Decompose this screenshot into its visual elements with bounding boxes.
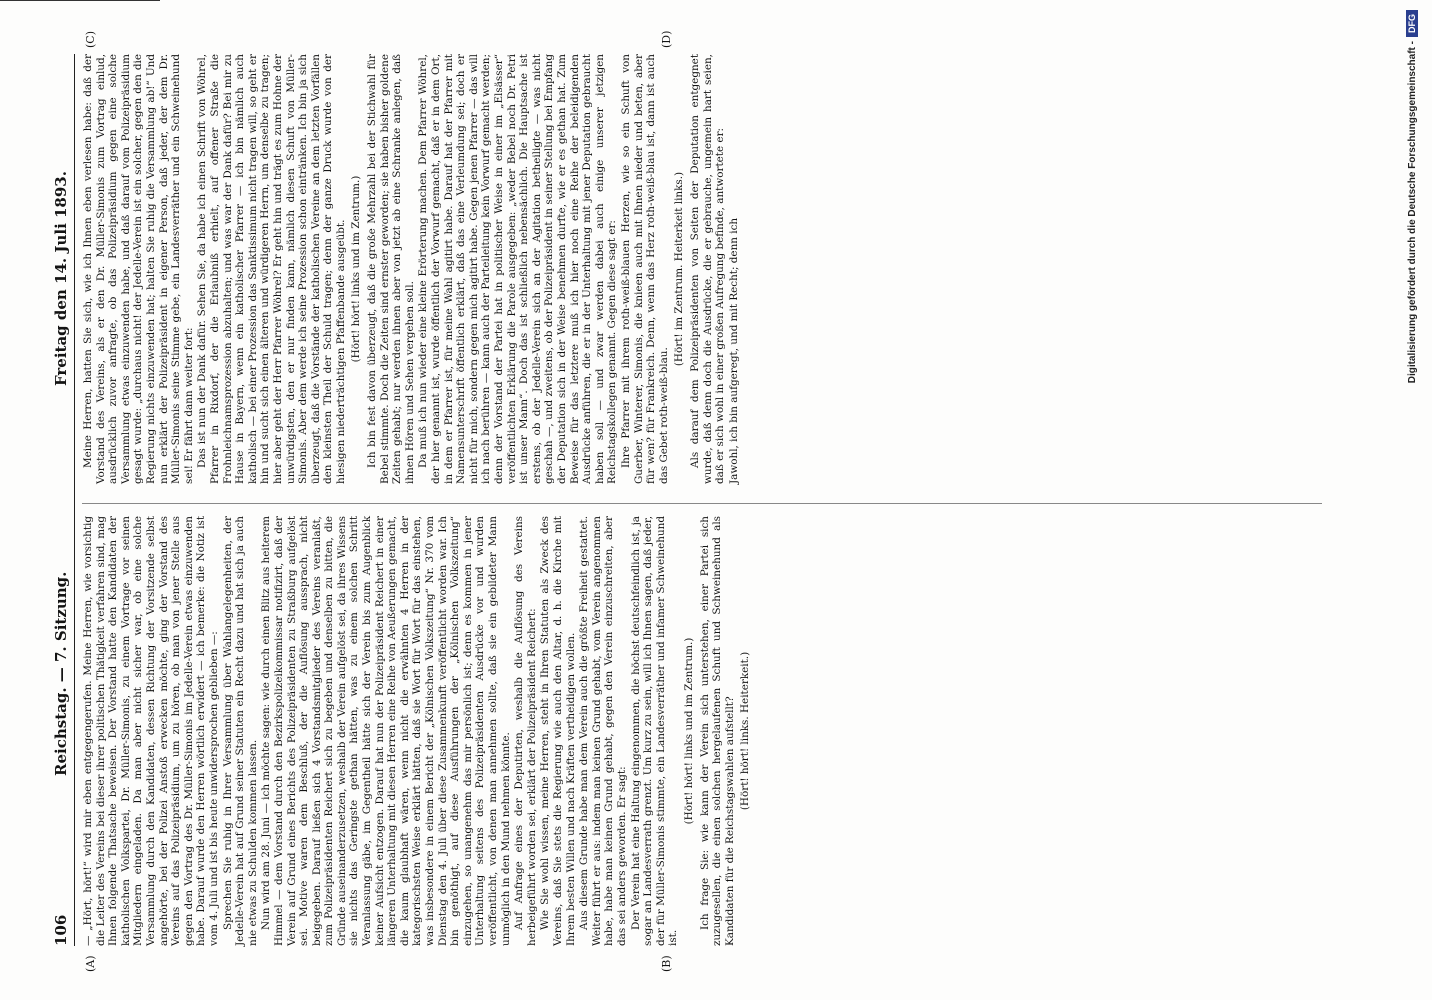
margin-mark-d: (D): [660, 30, 673, 48]
paragraph: Ihre Pfarrer mit ihrem roth-weiß-blauen Herzen, wie so ein Schuft von Guerber, Winterer, Simonis, die knieen auch mit Ihnen nieder und beten, aber für wen? für Frankreich. Denn, wenn das Herz roth-weiß-blau ist, dann ist auch das Gebet roth-weiß-blau.: [619, 54, 670, 484]
paragraph: Als darauf dem Polizeipräsidenten von Seiten der Deputation entgegnet wurde, daß denn doch die Ausdrücke, die er gebrauche, ungemein hart seien, daß er sich wohl in einer großen Aufregung befinde, antwortete er:: [688, 54, 727, 484]
paragraph: — „Hört, hört!“ wird mir eben entgegengerufen. Meine Herren, wie vorsichtig die Leiter des Vereins bei dieser ihrer politischen Thätigkeit verfahren sind, mag Ihnen folgende Thatsache beweisen. Der Vorstand hatte den Kandidaten der katholischen Volkspartei, Dr. Müller-Simonis, zu einem Vortrage vor seinen Mitgliedern eingeladen. Da man aber nicht sicher war, ob eine solche Versammlung durch den Kandidaten, dessen Richtung der Vorsitzende selbst angehörte, bei der Polizei Anstoß erwecken möchte, ging der Vorstand des Vereins auf das Polizeipräsidium, um zu hören, ob man von jener Stelle aus gegen den Vortrag des Dr. Müller-Simonis im Jedelle-Verein etwas einzuwenden habe. Darauf wurde den Herren wörtlich erwidert — ich bemerke: die Notiz ist vom 4. Juli und ist bis heute unwidersprochen geblieben —:: [82, 516, 220, 946]
header-rule: [74, 54, 75, 946]
paragraph: Der Verein hat eine Haltung eingenommen, die höchst deutschfeindlich ist, ja sogar an Landesverrath grenzt. Um kurz zu sein, will ich Ihnen sagen, daß jeder, der für Müller-Simonis stimmte, ein Landesverräther und infamer Schweinehund ist.: [629, 516, 680, 946]
paragraph: Nun wird am 28. Juni — ich möchte sagen: wie durch einen Blitz aus heiterem Himmel — dem Vorstand durch den Bezirkspolizeikommissar notifizirt, daß der Verein auf Grund eines Berichts des Polizeipräsidenten zu Straßburg aufgelöst sei. Motive waren dem Beschluß, der die Auflösung aussprach, nicht beigegeben. Darauf ließen sich 4 Vorstandsmitglieder des Vereins veranlaßt, zum Polizeipräsidenten Reichert sich zu begeben und denselben zu bitten, die Gründe auseinanderzusetzen, weshalb der Verein aufgelöst sei, da ihres Wissens sie nichts das Geringste gethan hätten, was zu einem solchen Schritt Veranlassung gäbe, im Gegentheil hätte sich der Verein bis zum Augenblick keiner Aufsicht entzogen. Darauf hat nun der Polizeipräsident Reichert in einer längeren Unterhaltung mit diesen Herren eine Reihe von Aeußerungen gemacht, die kaum glaubhaft wären, wenn nicht die erwähnten 4 Herren in der kategorischsten Weise erklärt hätten, daß sie Wort für Wort für das einstehen, was insbesondere in einem Bericht der „Kölnischen Volkszeitung“ Nr. 370 vom Dienstag den 4. Juli über diese Zusammenkunft veröffentlicht worden war. Ich bin genöthigt, auf diese Ausführungen der „Kölnischen Volkszeitung“ einzugehen, so unangenehm das mir persönlich ist; denn es kommen in jener Unterhaltung seitens des Polizeipräsidenten Ausdrücke vor und wurden veröffentlicht, von denen man annehmen sollte, daß sie ein gebildeter Mann unmöglich in den Mund nehmen könnte.: [260, 516, 512, 946]
interjection: (Hört! hört! links und im Zentrum.): [350, 175, 363, 363]
margin-mark-a: (A): [84, 955, 97, 972]
margin-mark-c: (C): [84, 31, 97, 48]
interjection: (Hört! hört! links und im Zentrum.): [682, 637, 695, 825]
paragraph: Meine Herren, hatten Sie sich, wie ich Ihnen eben verlesen habe: daß der Vorstand des Vereins, als er den Dr. Müller-Simonis zum Vortrag einlud, ausdrücklich zuvor anfragte, ob das Polizeipräsidium gegen eine solche Versammlung etwas einzuwenden habe, und daß darauf vom Polizeipräsidium gesagt wurde: „durchaus nicht! der Jedelle-Verein ist ein solcher, gegen den die Regierung nichts einzuwenden hat; halten Sie ruhig die Versammlung ab!“ Und nun erklärt der Polizeipräsident in eigener Person, daß jeder, der dem Dr. Müller-Simonis seine Stimme gebe, ein Landesverräther und ein Schweinehund sei! Er fährt dann weiter fort:: [82, 54, 195, 484]
session-date: Freitag den 14. Juli 1893.: [52, 171, 70, 386]
paragraph: Wie Sie wohl wissen, meine Herren, steht in Ihren Statuten als Zweck des Vereins, daß Sie stets die Regierung wie auch den Altar, d. h. die Kirche mit Ihrem besten Willen und nach Kräften vertheidigen wollen.: [539, 516, 577, 946]
paragraph: Sprechen Sie ruhig in Ihrer Versammlung über Wahlangelegenheiten, der Jedelle-Verein hat auf Grund seiner Statuten ein Recht dazu und hat sich ja auch nie etwas zu Schulden kommen lassen.: [221, 516, 259, 946]
margin-mark-b: (B): [660, 955, 673, 972]
right-column: [82, 54, 1402, 484]
page-number: 106: [52, 914, 70, 946]
paragraph: Aus diesem Grunde habe man dem Verein auch die größte Freiheit gestattet. Weiter führt er aus: indem man keinen Grund gehabt, vom Verein angenommen habe, habe man keinen Grund gehabt, gegen den Verein einzuschreiten, aber das sei anders geworden. Er sagt:: [578, 516, 628, 946]
credit-text: Digitalisierung gefördert durch die Deutsche Forschungsgemeinschaft -: [1407, 41, 1418, 384]
paragraph: Ich bin fest davon überzeugt, daß die große Mehrzahl bei der Stichwahl für Bebel stimmte. Doch die Zeiten sind ernster geworden; sie haben bisher goldene Zeiten gehabt; nur werden ihnen aber von jetzt ab eine Schranke anlegen, daß ihnen Hören und Sehen vergehen soll.: [366, 54, 416, 484]
left-column: [82, 516, 1322, 946]
paragraph: Jawohl, ich bin aufgeregt, und mit Recht; denn ich: [727, 217, 740, 484]
session-title: Reichstag. — 7. Sitzung.: [52, 571, 70, 776]
column-separator: [82, 503, 1322, 504]
paragraph: Ich frage Sie: wie kann der Verein sich unterstehen, einer Partei sich zuzugesellen, die einen solchen hergelaufenen Schuft und Schweinehund als Kandidaten für die Reichstagswahlen aufstellt?: [698, 516, 736, 946]
interjection: (Hört! hört! links. Heiterkeit.): [739, 651, 752, 811]
page-header: [52, 54, 74, 946]
paragraph: Da muß ich nun wieder eine kleine Erörterung machen. Dem Pfarrer Wöhrel, der hier genannt ist, wurde öffentlich der Vorwurf gemacht, daß er in dem Ort, in dem er Pfarrer ist, für meine Wahl agitirt habe. Darauf hat der Pfarrer mit Namensunterschrift öffentlich erklärt, daß das eine Verleumdung sei; doch er nicht für mich, sondern gegen mich agitirt habe. Gegen jenen Pfarrer — das will ich nach berühren — kann auch der Parteileitung kein Vorwurf gemacht werden; denn der Vorstand der Partei hat in politischer Weise in einer im „Elsässer“ veröffentlichten Erklärung die Parole ausgegeben: „weder Bebel noch Dr. Petri ist unser Mann“. Doch das ist schließlich nebensächlich. Die Hauptsache ist erstens, ob der Jedelle-Verein sich an der Agitation betheiligte — was nicht geschah —, und zweitens, ob der Polizeipräsident in seiner Stellung bei Empfang der Deputation sich in der Weise benehmen durfte, wie er es gethan hat. Zum Beweise für das letztere muß ich hier noch eine Reihe der beleidigenden Ausdrücke anführen, die er in der Unterhaltung mit jener Deputation gebraucht haben soll — und zwar werden dabei auch einige unserer jetzigen Reichstagskollegen genannt. Gegen diese sagt er:: [417, 54, 619, 484]
digitization-credit: [1406, 10, 1426, 990]
paragraph: Auf Anfrage eines der Deputirten, weshalb die Auflösung des Vereins herbeigeführt worden sei, erklärt der Polizeipräsident Reichert:: [513, 516, 538, 946]
interjection: (Hört! im Zentrum. Heiterkeit links.): [673, 171, 686, 367]
dfg-logo: DFG: [1406, 10, 1418, 37]
paragraph: Das ist nun der Dank dafür. Sehen Sie, da habe ich einen Schrift von Wöhrel, Pfarrer in Rixdorf, der die Erlaubniß erhielt, auf offener Straße die Frohnleichnamsprozession abzuhalten; und was war der Dank dafür? Bei mir zu Hause in Bayern, wenn ein katholischer Pfarrer — ich bin nämlich auch katholisch — bei einer Prozession das Sanktissimum nicht tragen will, so geht er hin und sucht sich einen älteren und würdigeren Herrn, um denselbe zu tragen; hier aber geht der Herr Pfarrer Wöhrel? Er geht hin und trägt es zum Hohne der unwürdigsten, den er nur finden kann, nämlich diesen Schuft von Müller-Simonis. Aber dem werde ich seine Prozession schon eintränken. Ich bin ja sich überzeugt, daß die Vorstände der katholischen Vereine an dem letzten Vorfällen den kleinsten Theil der Schuld tragen; denn der ganze Druck wurde von der hiesigen niederträchtigen Pfaffenbande ausgeübt.: [196, 54, 347, 484]
